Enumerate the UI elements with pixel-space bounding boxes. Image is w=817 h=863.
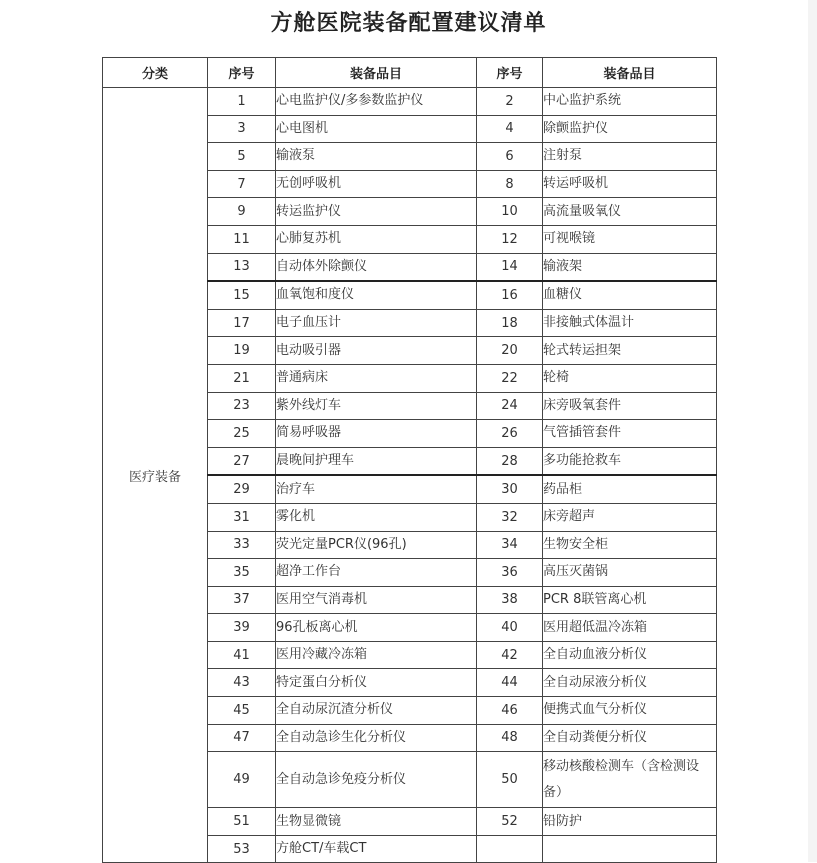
table-body — [103, 88, 717, 863]
seq-cell: 50 — [477, 752, 543, 808]
seq-cell: 43 — [208, 669, 276, 697]
seq-cell: 7 — [208, 170, 276, 198]
seq-cell: 15 — [208, 281, 276, 309]
item-cell: 移动核酸检测车（含检测设备） — [543, 752, 717, 808]
page-title: 方舱医院装备配置建议清单 — [270, 10, 547, 36]
item-cell: 可视喉镜 — [543, 225, 717, 253]
item-cell: 注射泵 — [543, 143, 717, 171]
seq-cell: 11 — [208, 225, 276, 253]
item-cell: 中心监护系统 — [543, 88, 717, 116]
seq-cell: 32 — [477, 503, 543, 531]
item-cell: 荧光定量PCR仪(96孔) — [276, 531, 477, 559]
seq-cell: 47 — [208, 724, 276, 752]
seq-cell: 51 — [208, 808, 276, 836]
seq-cell: 53 — [208, 835, 276, 863]
seq-cell: 44 — [477, 669, 543, 697]
seq-cell: 26 — [477, 420, 543, 448]
seq-cell: 52 — [477, 808, 543, 836]
header-category: 分类 — [103, 58, 208, 88]
page-edge — [808, 0, 817, 862]
equipment-table — [102, 57, 717, 863]
item-cell: 血糖仪 — [543, 281, 717, 309]
item-cell — [543, 835, 717, 863]
seq-cell: 42 — [477, 641, 543, 669]
seq-cell: 6 — [477, 143, 543, 171]
item-cell: 电动吸引器 — [276, 337, 477, 365]
seq-cell: 9 — [208, 198, 276, 226]
category-cell: 医疗装备 — [103, 88, 208, 863]
table-header-row — [103, 58, 717, 88]
seq-cell: 49 — [208, 752, 276, 808]
item-cell: 自动体外除颤仪 — [276, 253, 477, 281]
seq-cell: 22 — [477, 364, 543, 392]
seq-cell: 21 — [208, 364, 276, 392]
item-cell: PCR 8联管离心机 — [543, 586, 717, 614]
item-cell: 全自动尿沉渣分析仪 — [276, 697, 477, 725]
table-row — [103, 88, 717, 116]
item-cell: 除颤监护仪 — [543, 115, 717, 143]
seq-cell: 12 — [477, 225, 543, 253]
item-cell: 全自动尿液分析仪 — [543, 669, 717, 697]
seq-cell: 31 — [208, 503, 276, 531]
item-cell: 超净工作台 — [276, 559, 477, 587]
item-cell: 普通病床 — [276, 364, 477, 392]
item-cell: 全自动急诊免疫分析仪 — [276, 752, 477, 808]
seq-cell: 5 — [208, 143, 276, 171]
seq-cell: 24 — [477, 392, 543, 420]
header-item-2: 装备品目 — [543, 58, 717, 88]
item-cell: 全自动急诊生化分析仪 — [276, 724, 477, 752]
seq-cell — [477, 835, 543, 863]
item-cell: 医用超低温冷冻箱 — [543, 614, 717, 642]
header-seq: 序号 — [208, 58, 276, 88]
item-cell: 生物安全柜 — [543, 531, 717, 559]
seq-cell: 45 — [208, 697, 276, 725]
seq-cell: 13 — [208, 253, 276, 281]
item-cell: 医用冷藏冷冻箱 — [276, 641, 477, 669]
seq-cell: 17 — [208, 309, 276, 337]
seq-cell: 48 — [477, 724, 543, 752]
seq-cell: 29 — [208, 475, 276, 503]
seq-cell: 23 — [208, 392, 276, 420]
item-cell: 心电图机 — [276, 115, 477, 143]
item-cell: 转运监护仪 — [276, 198, 477, 226]
item-cell: 生物显微镜 — [276, 808, 477, 836]
item-cell: 特定蛋白分析仪 — [276, 669, 477, 697]
header-item: 装备品目 — [276, 58, 477, 88]
seq-cell: 34 — [477, 531, 543, 559]
item-cell: 输液架 — [543, 253, 717, 281]
item-cell: 电子血压计 — [276, 309, 477, 337]
item-cell: 全自动血液分析仪 — [543, 641, 717, 669]
item-cell: 多功能抢救车 — [543, 447, 717, 475]
item-cell: 雾化机 — [276, 503, 477, 531]
item-cell: 无创呼吸机 — [276, 170, 477, 198]
item-cell: 气管插管套件 — [543, 420, 717, 448]
seq-cell: 46 — [477, 697, 543, 725]
seq-cell: 28 — [477, 447, 543, 475]
seq-cell: 39 — [208, 614, 276, 642]
seq-cell: 27 — [208, 447, 276, 475]
seq-cell: 8 — [477, 170, 543, 198]
item-cell: 非接触式体温计 — [543, 309, 717, 337]
item-cell: 铅防护 — [543, 808, 717, 836]
seq-cell: 33 — [208, 531, 276, 559]
item-cell: 晨晚间护理车 — [276, 447, 477, 475]
item-cell: 高流量吸氧仪 — [543, 198, 717, 226]
seq-cell: 35 — [208, 559, 276, 587]
seq-cell: 38 — [477, 586, 543, 614]
item-cell: 转运呼吸机 — [543, 170, 717, 198]
item-cell: 紫外线灯车 — [276, 392, 477, 420]
item-cell: 医用空气消毒机 — [276, 586, 477, 614]
seq-cell: 3 — [208, 115, 276, 143]
seq-cell: 41 — [208, 641, 276, 669]
seq-cell: 16 — [477, 281, 543, 309]
seq-cell: 30 — [477, 475, 543, 503]
seq-cell: 4 — [477, 115, 543, 143]
seq-cell: 14 — [477, 253, 543, 281]
item-cell: 轮椅 — [543, 364, 717, 392]
item-cell: 便携式血气分析仪 — [543, 697, 717, 725]
seq-cell: 19 — [208, 337, 276, 365]
item-cell: 床旁超声 — [543, 503, 717, 531]
seq-cell: 20 — [477, 337, 543, 365]
item-cell: 简易呼吸器 — [276, 420, 477, 448]
seq-cell: 40 — [477, 614, 543, 642]
seq-cell: 18 — [477, 309, 543, 337]
item-cell: 全自动粪便分析仪 — [543, 724, 717, 752]
item-cell: 治疗车 — [276, 475, 477, 503]
seq-cell: 37 — [208, 586, 276, 614]
item-cell: 96孔板离心机 — [276, 614, 477, 642]
item-cell: 药品柜 — [543, 475, 717, 503]
item-cell: 心肺复苏机 — [276, 225, 477, 253]
item-cell: 输液泵 — [276, 143, 477, 171]
item-cell: 心电监护仪/多参数监护仪 — [276, 88, 477, 116]
seq-cell: 25 — [208, 420, 276, 448]
header-seq-2: 序号 — [477, 58, 543, 88]
seq-cell: 36 — [477, 559, 543, 587]
seq-cell: 10 — [477, 198, 543, 226]
seq-cell: 2 — [477, 88, 543, 116]
item-cell: 床旁吸氧套件 — [543, 392, 717, 420]
item-cell: 轮式转运担架 — [543, 337, 717, 365]
item-cell: 方舱CT/车载CT — [276, 835, 477, 863]
item-cell: 高压灭菌锅 — [543, 559, 717, 587]
seq-cell: 1 — [208, 88, 276, 116]
item-cell: 血氧饱和度仪 — [276, 281, 477, 309]
